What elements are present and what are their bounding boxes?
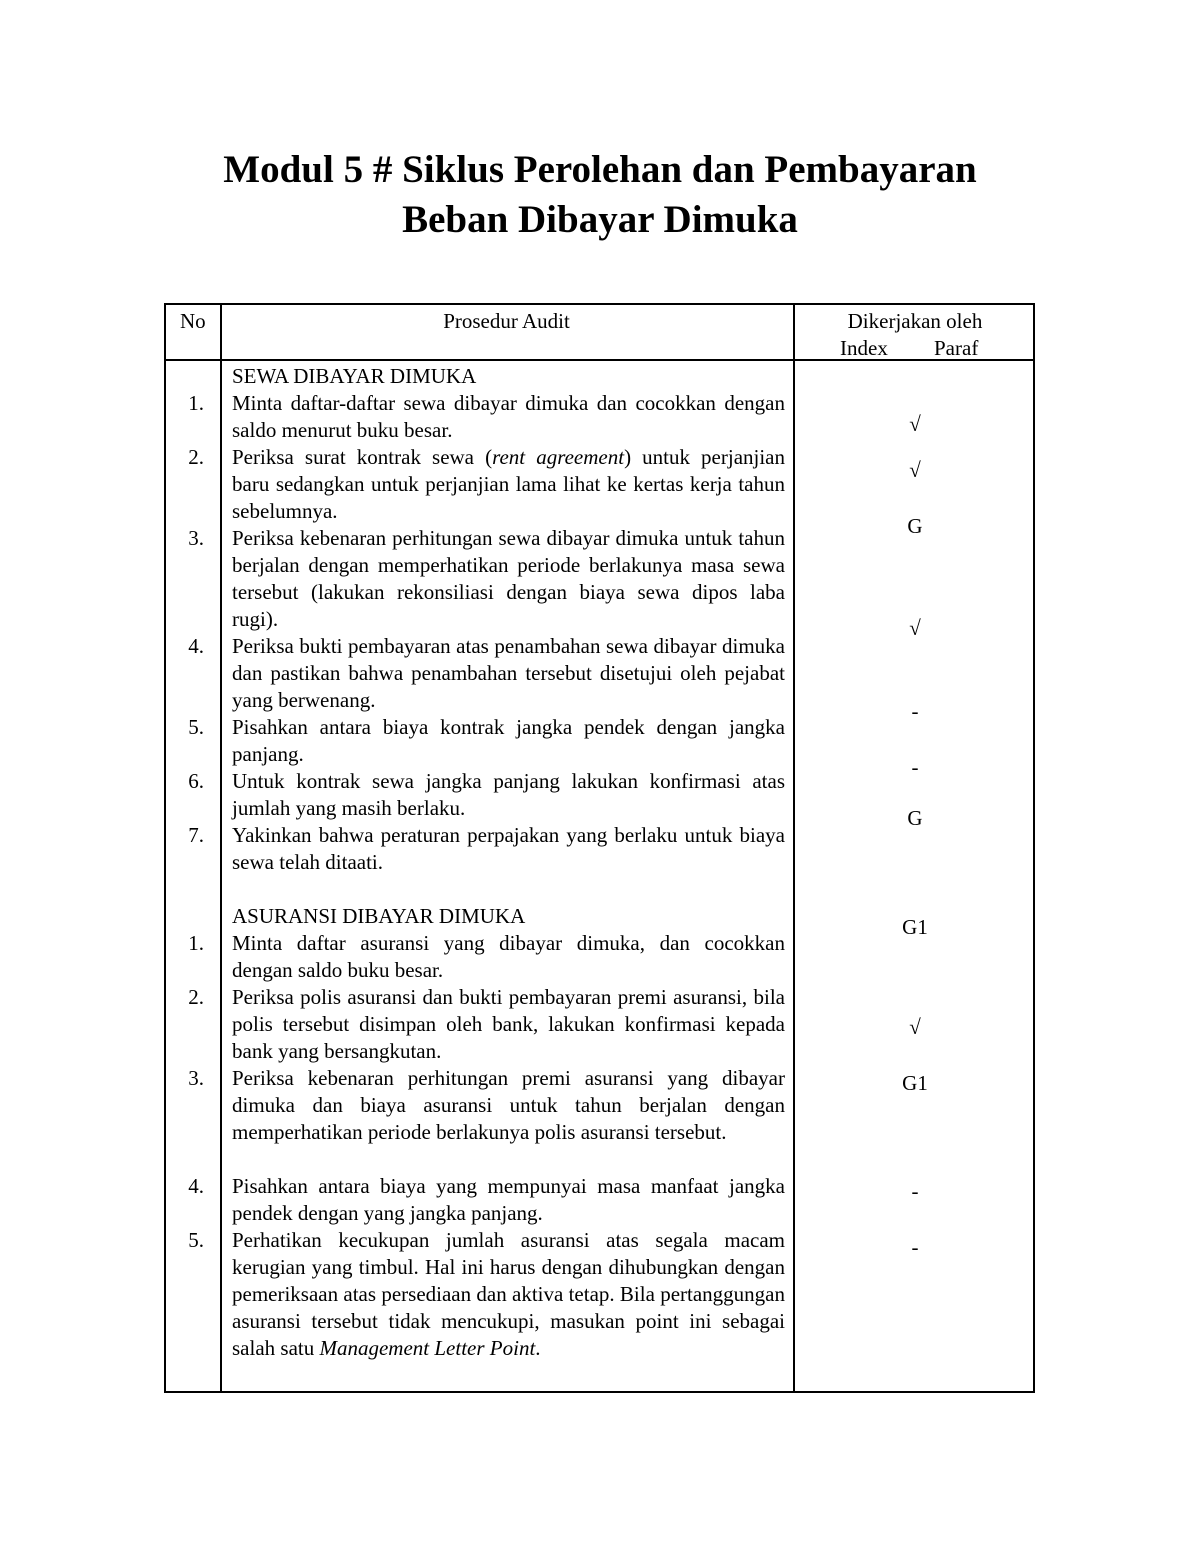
procedure-number: 4.: [188, 1174, 204, 1198]
procedure-text: Pisahkan antara biaya kontrak jangka pendek dengan jangka panjang.: [232, 715, 785, 766]
procedure-text: Minta daftar-daftar sewa dibayar dimuka dan cocokkan dengan saldo menurut buku besar.: [232, 391, 785, 442]
procedure-text-italic: rent agreement: [492, 445, 625, 469]
procedure-number: 5.: [188, 715, 204, 739]
procedure-text: Yakinkan bahwa peraturan perpajakan yang berlaku untuk biaya sewa telah ditaati.: [232, 823, 785, 874]
index-mark: G1: [902, 915, 928, 939]
section-heading-sewa: SEWA DIBAYAR DIMUKA: [232, 364, 477, 388]
index-mark: G: [907, 806, 923, 830]
procedure-text-part: Perhatikan kecukupan jumlah asuransi atas segala macam kerugian yang timbul. Hal ini harus dengan dihubungkan dengan pemeriksaan atas persediaan dan aktiva tetap. Bila pertanggungan asuransi tersebut tidak mencukupi, masukan point ini sebagai salah satu: [232, 1228, 785, 1360]
dash-mark: -: [911, 1179, 919, 1203]
procedure-text: [232, 444, 785, 525]
procedure-number: 2.: [188, 445, 204, 469]
procedure-text-part: Periksa surat kontrak sewa (: [232, 445, 493, 469]
procedure-text: Periksa kebenaran perhitungan sewa dibayar dimuka untuk tahun berjalan dengan memperhatikan periode berlakunya masa sewa tersebut (lakukan rekonsiliasi dengan biaya sewa dipos laba rugi).: [232, 526, 785, 631]
document-title-line-2: Beban Dibayar Dimuka: [402, 198, 798, 241]
header-paraf: Paraf: [934, 336, 979, 360]
procedure-number: 4.: [188, 634, 204, 658]
procedure-text-part: .: [535, 1336, 541, 1360]
procedure-text: [232, 1227, 785, 1362]
procedure-text-part: ) untuk perjanjian baru sedangkan untuk perjanjian lama lihat ke kertas kerja tahun sebelumnya.: [232, 445, 786, 523]
header-index: Index: [840, 336, 888, 360]
procedure-text: Minta daftar asuransi yang dibayar dimuka, dan cocokkan dengan saldo buku besar.: [232, 931, 785, 982]
check-mark: √: [909, 412, 921, 436]
procedure-number: 3.: [188, 1066, 204, 1090]
index-mark: G: [907, 514, 923, 538]
dash-mark: -: [911, 755, 919, 779]
header-divider: [166, 359, 1033, 361]
procedure-number: 7.: [188, 823, 204, 847]
document-title-line-1: Modul 5 # Siklus Perolehan dan Pembayaran: [223, 148, 977, 191]
header-no: No: [180, 309, 206, 333]
procedure-text: Periksa bukti pembayaran atas penambahan sewa dibayar dimuka dan pastikan bahwa penambahan tersebut disetujui oleh pejabat yang berwenang.: [232, 634, 785, 712]
procedure-text: Periksa kebenaran perhitungan premi asuransi yang dibayar dimuka dan biaya asuransi untuk tahun berjalan dengan memperhatikan periode berlakunya polis asuransi tersebut.: [232, 1066, 785, 1144]
procedure-number: 3.: [188, 526, 204, 550]
procedure-number: 1.: [188, 391, 204, 415]
column-divider: [220, 305, 222, 1391]
dash-mark: -: [911, 699, 919, 723]
header-dikerjakan-oleh: Dikerjakan oleh: [847, 309, 983, 333]
index-mark: G1: [902, 1071, 928, 1095]
check-mark: √: [909, 616, 921, 640]
section-heading-asuransi: ASURANSI DIBAYAR DIMUKA: [232, 904, 526, 928]
procedure-number: 6.: [188, 769, 204, 793]
check-mark: √: [909, 1015, 921, 1039]
procedure-number: 1.: [188, 931, 204, 955]
procedure-number: 5.: [188, 1228, 204, 1252]
procedure-text: Periksa polis asuransi dan bukti pembayaran premi asuransi, bila polis tersebut disimpan oleh bank, lakukan konfirmasi kepada bank yang bersangkutan.: [232, 985, 785, 1063]
procedure-text-italic: Management Letter Point: [319, 1336, 536, 1360]
procedure-text: Untuk kontrak sewa jangka panjang lakukan konfirmasi atas jumlah yang masih berlaku.: [232, 769, 785, 820]
procedure-number: 2.: [188, 985, 204, 1009]
procedure-text: Pisahkan antara biaya yang mempunyai masa manfaat jangka pendek dengan yang jangka panjang.: [232, 1174, 785, 1225]
dash-mark: -: [911, 1235, 919, 1259]
audit-procedure-table: [164, 303, 1035, 1393]
check-mark: √: [909, 458, 921, 482]
header-prosedur-audit: Prosedur Audit: [443, 309, 570, 333]
